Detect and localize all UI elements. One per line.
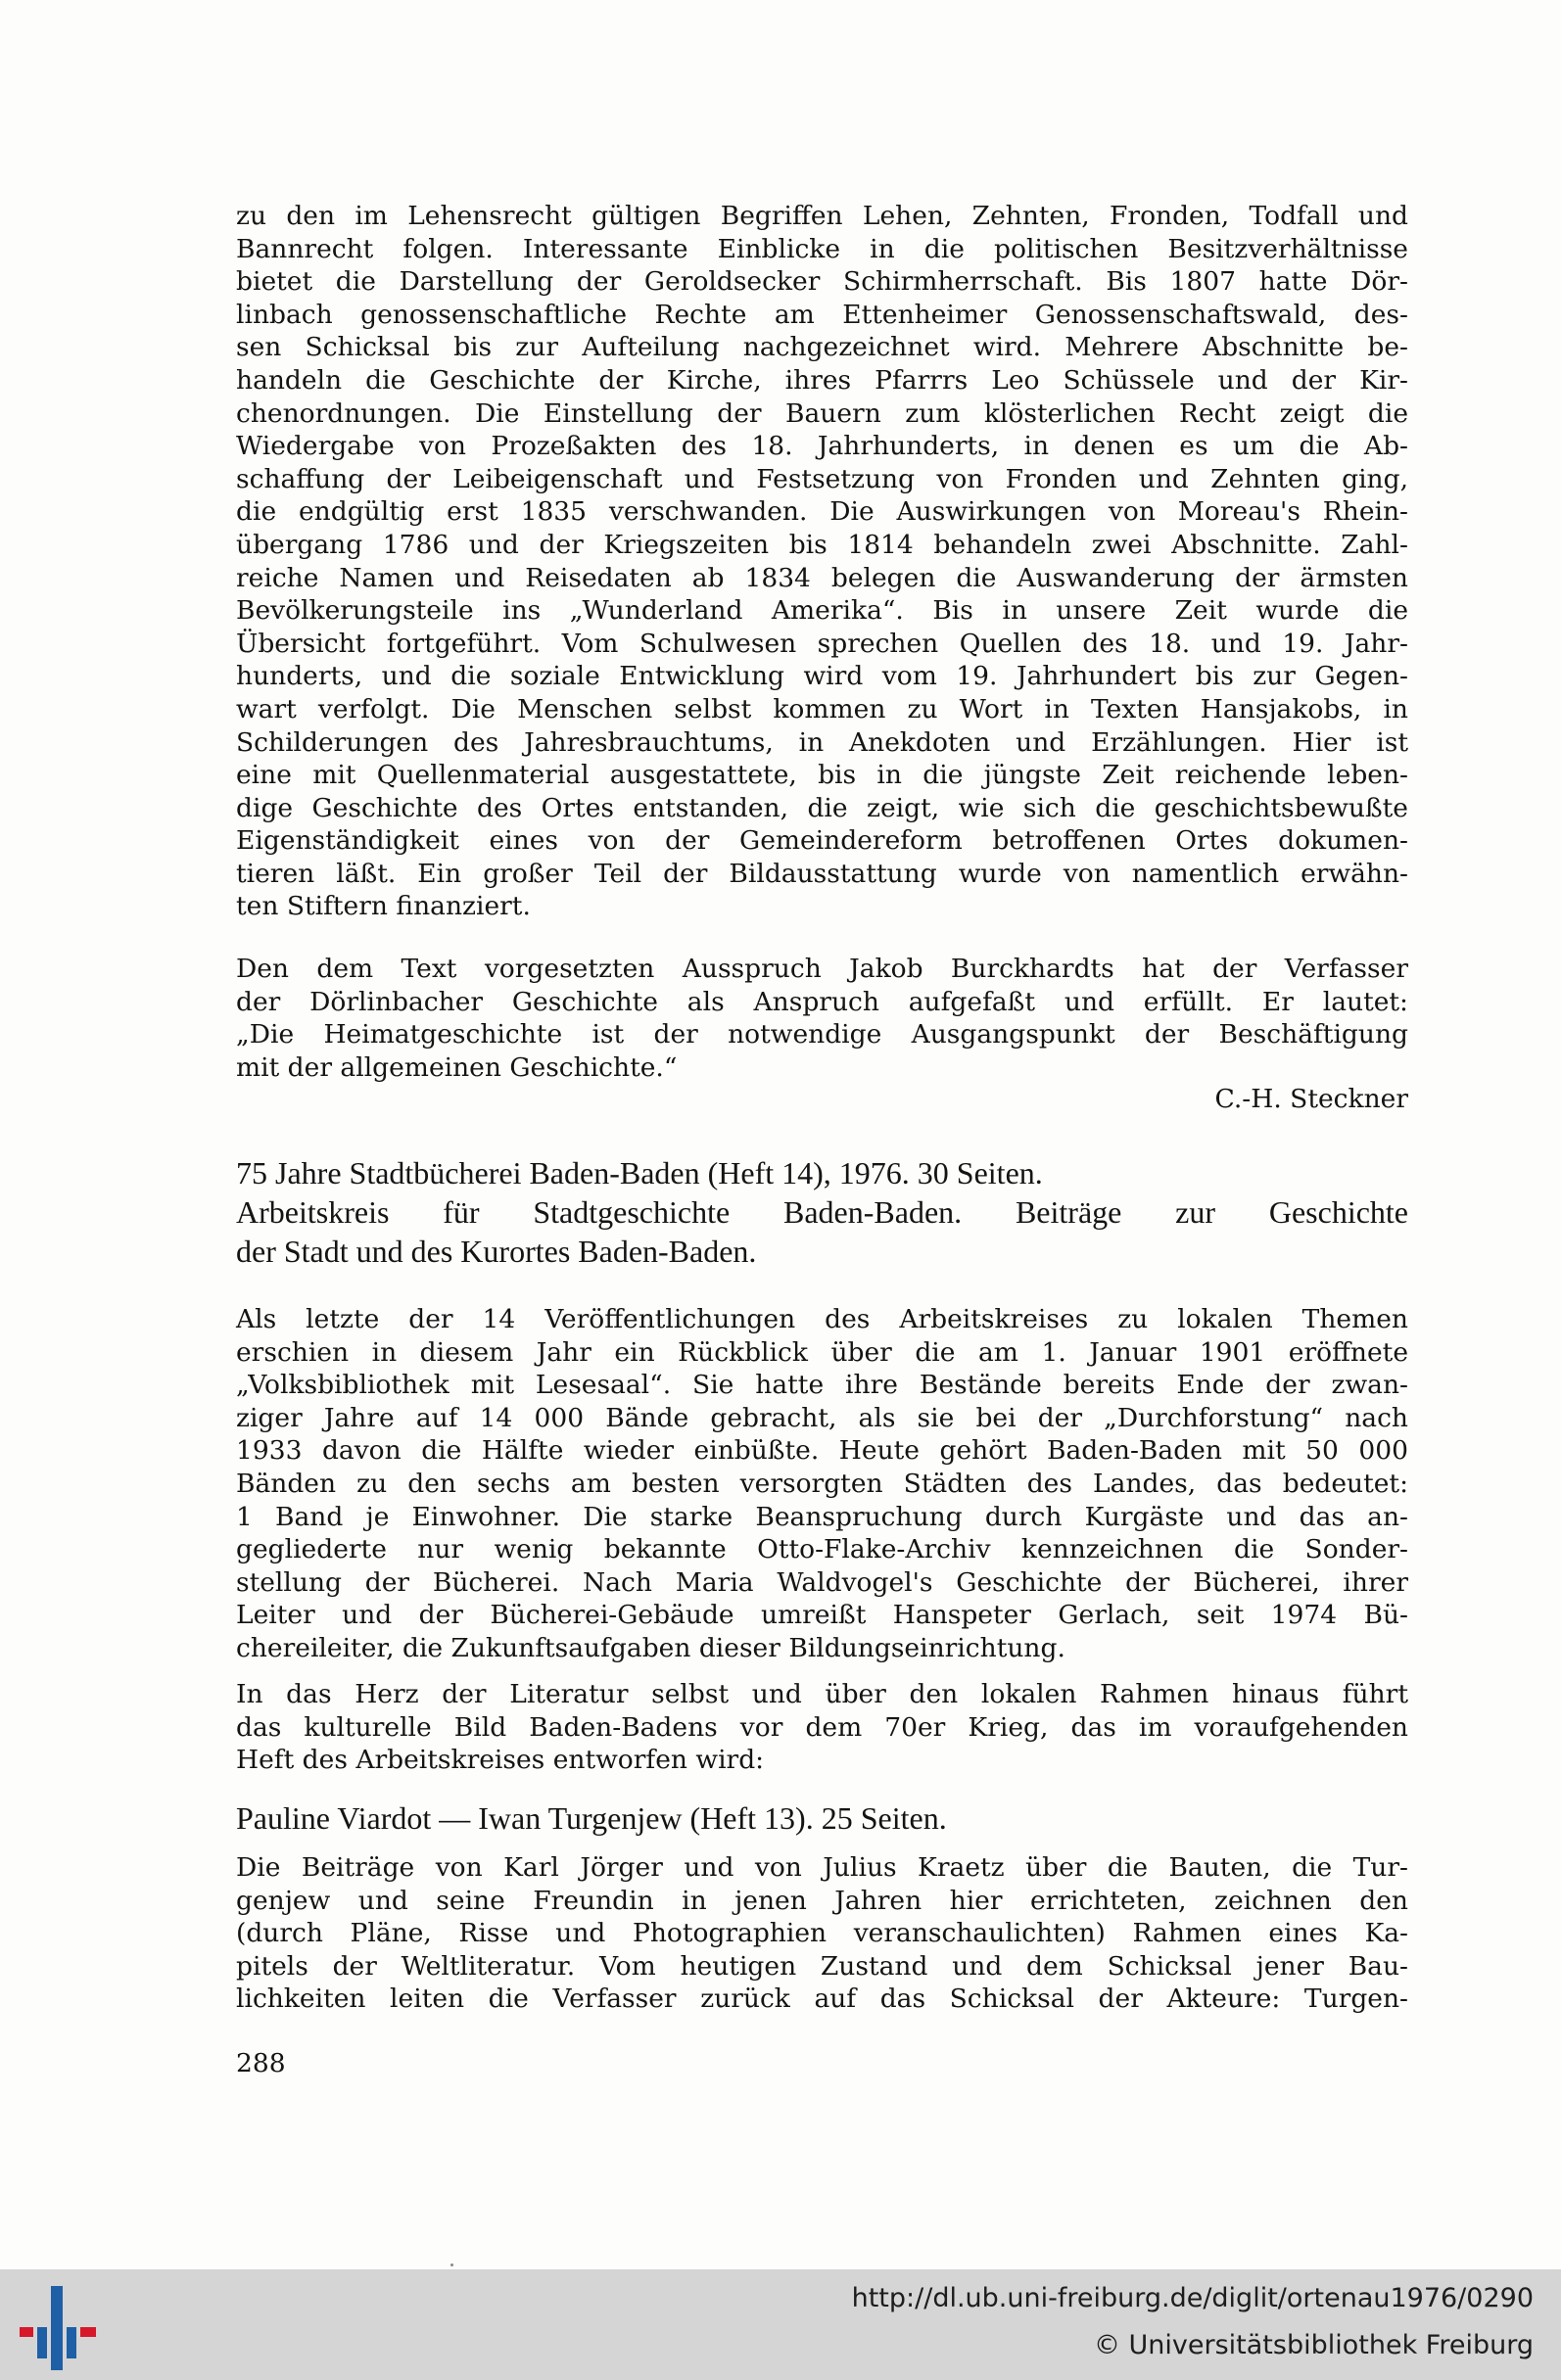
text-line: pitels der Weltliteratur. Vom heutigen Zustand und dem Schicksal jener Bau- bbox=[236, 1950, 1408, 1982]
text-line: Bänden zu den sechs am besten versorgten Städten des Landes, das bedeutet: bbox=[236, 1468, 1408, 1499]
digital-collection-link[interactable]: http://dl.ub.uni-freiburg.de/diglit/ortenau1976/0290 bbox=[851, 2283, 1534, 2313]
library-footer-bar bbox=[0, 2269, 1561, 2380]
text-line: stellung der Bücherei. Nach Maria Waldvogel's Geschichte der Bücherei, ihrer bbox=[236, 1566, 1408, 1598]
text-line: Den dem Text vorgesetzten Ausspruch Jakob Burckhardts hat der Verfasser bbox=[236, 954, 1408, 984]
heading-line: der Stadt und des Kurortes Baden-Baden. bbox=[236, 1234, 757, 1269]
text-line: genjew und seine Freundin in jenen Jahren hier errichteten, zeichnen den bbox=[236, 1885, 1408, 1916]
heading-line: Arbeitskreis für Stadtgeschichte Baden-Baden. Beiträge zur Geschichte bbox=[236, 1194, 1408, 1230]
paragraph-viardot-turgenjew bbox=[236, 1851, 1408, 2016]
text-line: erschien in diesem Jahr ein Rückblick über die am 1. Januar 1901 eröffnete bbox=[236, 1336, 1408, 1368]
paragraph-burckhardt-quote bbox=[236, 953, 1408, 1084]
text-line: Leiter und der Bücherei-Gebäude umreißt Hanspeter Gerlach, seit 1974 Bü- bbox=[236, 1600, 1408, 1631]
text-line: wart verfolgt. Die Menschen selbst kommen zu Wort in Texten Hansjakobs, in bbox=[236, 693, 1408, 724]
text-line: zu den im Lehensrecht gültigen Begriffen Lehen, Zehnten, Fronden, Todfall und bbox=[236, 201, 1408, 231]
text-line: lichkeiten leiten die Verfasser zurück auf das Schicksal der Akteure: Turgen- bbox=[236, 1983, 1408, 2015]
text-line: „Volksbibliothek mit Lesesaal“. Sie hatte ihre Bestände bereits Ende der zwan- bbox=[236, 1370, 1408, 1401]
page-number: 288 bbox=[236, 2048, 286, 2078]
text-line: In das Herz der Literatur selbst und über den lokalen Rahmen hinaus führt bbox=[236, 1679, 1408, 1709]
copyright-notice: © Universitätsbibliothek Freiburg bbox=[1093, 2330, 1534, 2360]
text-line: „Die Heimatgeschichte ist der notwendige Ausgangspunkt der Beschäftigung bbox=[236, 1019, 1408, 1050]
text-line: schaffung der Leibeigenschaft und Festsetzung von Fronden und Zehnten ging, bbox=[236, 463, 1408, 494]
text-line: bietet die Darstellung der Geroldsecker Schirmherrschaft. Bis 1807 hatte Dör- bbox=[236, 266, 1408, 298]
text-line: eine mit Quellenmaterial ausgestattete, bis in die jüngste Zeit reichende leben- bbox=[236, 760, 1408, 791]
ub-freiburg-logo-icon bbox=[16, 2286, 100, 2370]
text-line: handeln die Geschichte der Kirche, ihres Pfarrrs Leo Schüssele und der Kir- bbox=[236, 364, 1408, 396]
text-line: 1 Band je Einwohner. Die starke Beanspruchung durch Kurgäste und das an- bbox=[236, 1501, 1408, 1532]
text-line: gegliederte nur wenig bekannte Otto-Flake-Archiv kennzeichnen die Sonder- bbox=[236, 1534, 1408, 1565]
text-line: das kulturelle Bild Baden-Badens vor dem 70er Krieg, das im voraufgehenden bbox=[236, 1711, 1408, 1743]
text-line: ziger Jahre auf 14 000 Bände gebracht, als sie bei der „Durchforstung“ nach bbox=[236, 1402, 1408, 1433]
text-line: 1933 davon die Hälfte wieder einbüßte. Heute gehört Baden-Baden mit 50 000 bbox=[236, 1435, 1408, 1467]
review-signature: C.-H. Steckner bbox=[1214, 1084, 1408, 1114]
text-line: chereileiter, die Zukunftsaufgaben dieser Bildungseinrichtung. bbox=[236, 1632, 1065, 1663]
text-line: die endgültig erst 1835 verschwanden. Die Auswirkungen von Moreau's Rhein- bbox=[236, 496, 1408, 528]
scan-speck bbox=[450, 2263, 453, 2266]
text-line: Eigenständigkeit eines von der Gemeindereform betroffenen Ortes dokumen- bbox=[236, 825, 1408, 857]
text-line: der Dörlinbacher Geschichte als Anspruch aufgefaßt und erfüllt. Er lautet: bbox=[236, 986, 1408, 1017]
text-line: Bannrecht folgen. Interessante Einblicke in die politischen Besitzverhältnisse bbox=[236, 233, 1408, 264]
text-line: mit der allgemeinen Geschichte.“ bbox=[236, 1051, 678, 1083]
section-heading-viardot-turgenjew: Pauline Viardot — Iwan Turgenjew (Heft 13). 25 Seiten. bbox=[236, 1800, 947, 1836]
text-line: ten Stiftern finanziert. bbox=[236, 891, 531, 922]
paragraph-doerlinbach-review bbox=[236, 200, 1408, 923]
text-line: hunderts, und die soziale Entwicklung wird vom 19. Jahrhundert bis zur Gegen- bbox=[236, 661, 1408, 692]
text-line: Schilderungen des Jahresbrauchtums, in Anekdoten und Erzählungen. Hier ist bbox=[236, 726, 1408, 758]
text-line: sen Schicksal bis zur Aufteilung nachgezeichnet wird. Mehrere Abschnitte be- bbox=[236, 332, 1408, 363]
text-line: Bevölkerungsteile ins „Wunderland Amerika“. Bis in unsere Zeit wurde die bbox=[236, 595, 1408, 627]
text-line: dige Geschichte des Ortes entstanden, die zeigt, wie sich die geschichtsbewußte bbox=[236, 792, 1408, 823]
text-line: tieren läßt. Ein großer Teil der Bildausstattung wurde von namentlich erwähn- bbox=[236, 858, 1408, 889]
paragraph-stadtbuecherei bbox=[236, 1303, 1408, 1665]
text-line: Wiedergabe von Prozeßakten des 18. Jahrhunderts, in denen es um die Ab- bbox=[236, 431, 1408, 462]
section-heading-stadtbuecherei bbox=[236, 1153, 1408, 1271]
text-line: linbach genossenschaftliche Rechte am Ettenheimer Genossenschaftswald, des- bbox=[236, 299, 1408, 330]
text-line: übergang 1786 und der Kriegszeiten bis 1814 behandeln zwei Abschnitte. Zahl- bbox=[236, 529, 1408, 560]
heading-line: 75 Jahre Stadtbücherei Baden-Baden (Heft 14), 1976. 30 Seiten. bbox=[236, 1155, 1043, 1190]
text-line: Heft des Arbeitskreises entworfen wird: bbox=[236, 1745, 765, 1776]
text-line: Übersicht fortgeführt. Vom Schulwesen sprechen Quellen des 18. und 19. Jahr- bbox=[236, 628, 1408, 659]
text-line: (durch Pläne, Risse und Photographien veranschaulichten) Rahmen eines Ka- bbox=[236, 1918, 1408, 1949]
paragraph-literatur bbox=[236, 1678, 1408, 1777]
text-line: chenordnungen. Die Einstellung der Bauern zum klösterlichen Recht zeigt die bbox=[236, 397, 1408, 429]
text-line: reiche Namen und Reisedaten ab 1834 belegen die Auswanderung der ärmsten bbox=[236, 562, 1408, 593]
text-line: Die Beiträge von Karl Jörger und von Julius Kraetz über die Bauten, die Tur- bbox=[236, 1852, 1408, 1883]
text-line: Als letzte der 14 Veröffentlichungen des Arbeitskreises zu lokalen Themen bbox=[236, 1304, 1408, 1334]
